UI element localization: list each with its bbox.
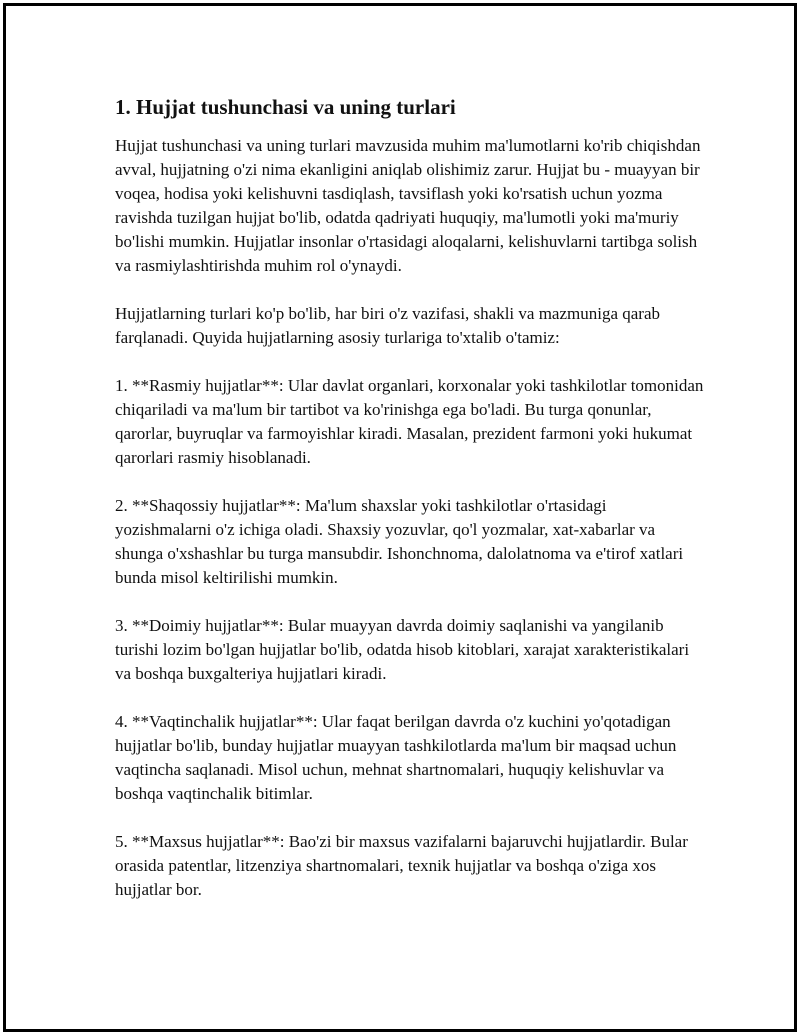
document-title: 1. Hujjat tushunchasi va uning turlari: [115, 95, 456, 119]
list-item-permanent-documents: 3. **Doimiy hujjatlar**: Bular muayyan davrda doimiy saqlanishi va yangilanib turishi lozim bo'lgan hujjatlar bo'lib, odatda hisob kitoblari, xarajat xarakteristikalari va boshqa buxgalteriya hujjatlari kiradi.: [115, 616, 690, 683]
list-item-temporary-documents: 4. **Vaqtinchalik hujjatlar**: Ular faqat berilgan davrda o'z kuchini yo'qotadigan hujjatlar bo'lib, bunday hujjatlar muayyan tashkilotlarda ma'lum bir maqsad uchun vaqtincha saqlanadi. Misol uchun, mehnat shartnomalari, huquqiy kelishuvlar va boshqa vaqtinchalik bitimlar.: [115, 712, 677, 803]
list-item-personal-documents: 2. **Shaqossiy hujjatlar**: Ma'lum shaxslar yoki tashkilotlar o'rtasidagi yozishmalarni o'z ichiga oladi. Shaxsiy yozuvlar, qo'l yozmalar, xat-xabarlar va shunga o'xshashlar bu turga mansubdir. Ishonchnoma, dalolatnoma va e'tirof xatlari bunda misol keltirilishi mumkin.: [115, 496, 684, 587]
types-intro-paragraph: Hujjatlarning turlari ko'p bo'lib, har biri o'z vazifasi, shakli va mazmuniga qarab farqlanadi. Quyida hujjatlarning asosiy turlariga to'xtalib o'tamiz:: [115, 304, 660, 347]
list-item-special-documents: 5. **Maxsus hujjatlar**: Bao'zi bir maxsus vazifalarni bajaruvchi hujjatlardir. Bular orasida patentlar, litzenziya shartnomalari, texnik hujjatlar va boshqa o'ziga xos hujjatlar bor.: [115, 832, 688, 899]
list-item-official-documents: 1. **Rasmiy hujjatlar**: Ular davlat organlari, korxonalar yoki tashkilotlar tomonidan chiqariladi va ma'lum bir tartibot va ko'rinishga ega bo'ladi. Bu turga qonunlar, qarorlar, buyruqlar va farmoyishlar kiradi. Masalan, prezident farmoni yoki hukumat qarorlari rasmiy hisoblanadi.: [115, 376, 704, 467]
intro-paragraph: Hujjat tushunchasi va uning turlari mavzusida muhim ma'lumotlarni ko'rib chiqishdan avval, hujjatning o'zi nima ekanligini aniqlab olishimiz zarur. Hujjat bu - muayyan bir voqea, hodisa yoki kelishuvni tasdiqlash, tavsiflash yoki ko'rsatish uchun yozma ravishda tuzilgan hujjat bo'lib, odatda qadriyati huquqiy, ma'lumotli yoki ma'muriy bo'lishi mumkin. Hujjatlar insonlar o'rtasidagi aloqalarni, kelishuvlarni tartibga solish va rasmiylashtirishda muhim rol o'ynaydi.: [115, 136, 701, 275]
document-body: [115, 92, 705, 926]
